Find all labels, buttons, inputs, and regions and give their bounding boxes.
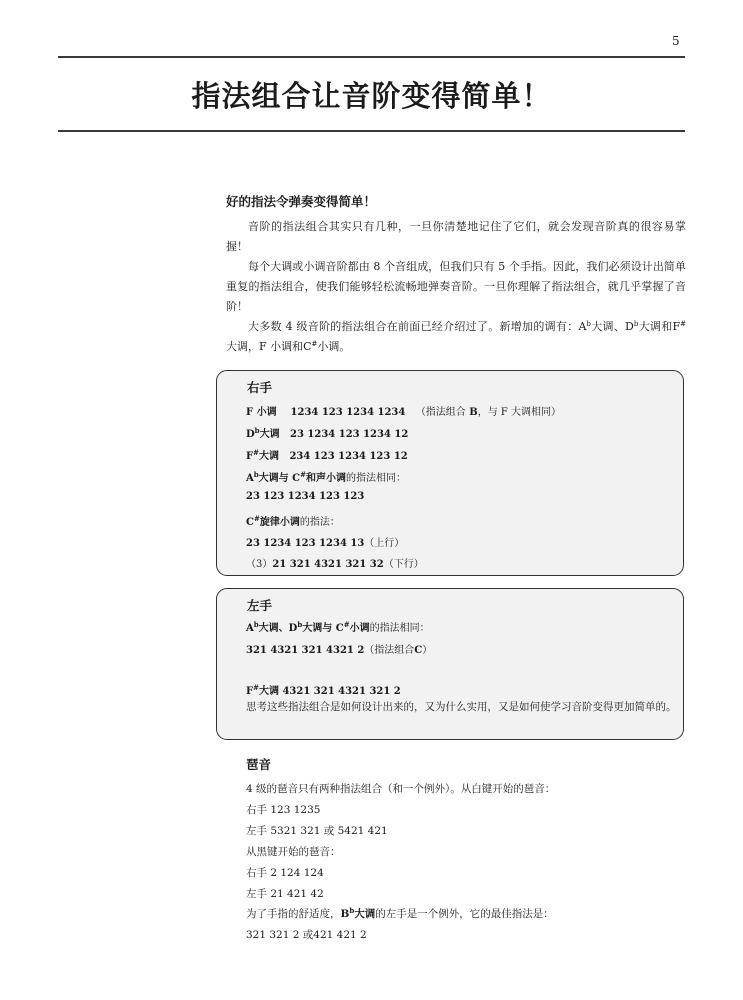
intro-text <box>226 217 686 357</box>
section-heading-fingering: 好的指法令弹奏变得简单！ <box>226 194 377 209</box>
left-same-line: $A^b$大调、$D^b$大调与 C#小调的指法相同： <box>246 620 430 634</box>
page-number: 5 <box>672 34 680 48</box>
bottom-rule <box>58 130 685 132</box>
left-hand-box <box>216 588 684 740</box>
right-hand-title: 右手 <box>247 380 273 395</box>
white-lh-line: 左手 5321 321 或 5421 421 <box>246 825 388 837</box>
left-fs-line: F#大调 4321 321 4321 321 2 <box>246 683 401 697</box>
think-paragraph: 思考这些指法组合是如何设计出来的，又为什么实用，又是如何使学习音阶变得更加简单的。 <box>246 701 677 713</box>
melodic-minor-line: C#旋律小调的指法： <box>246 514 340 528</box>
db-major-line: $D^b$大调 23 1234 123 1234 12 <box>246 426 409 440</box>
paragraph-3: 大多数 4 级音阶的指法组合在前面已经介绍过了。新增加的调有：$A^b$大调、$D^b$大调和F#大调，F 小调和C#小调。 <box>226 320 686 353</box>
left-hand-title: 左手 <box>247 598 273 613</box>
arpeggio-intro: 4 级的琶音只有两种指法组合（和一个例外）。从白键开始的琶音： <box>246 783 556 795</box>
ab-same-line: $A^b$大调与 C#和声小调的指法相同： <box>246 470 406 484</box>
black-rh-line: 右手 2 124 124 <box>246 867 324 879</box>
black-intro: 从黑键开始的琶音： <box>246 846 341 858</box>
right-hand-box <box>216 370 684 576</box>
left-same-fingering-line: 321 4321 321 4321 2（指法组合C） <box>246 645 433 656</box>
arpeggio-heading: 琶音 <box>246 757 272 772</box>
black-lh-line: 左手 21 421 42 <box>246 888 324 900</box>
paragraph-1: 音阶的指法组合其实只有几种，一旦你清楚地记住了它们，就会发现音阶真的很容易掌握！ <box>226 220 686 253</box>
exception-line: 为了手指的舒适度，$B^b$大调的左手是一个例外，它的最佳指法是： <box>246 906 554 920</box>
melodic-up-line: 23 1234 123 1234 13（上行） <box>246 538 405 549</box>
f-minor-line: F 小调 1234 123 1234 1234 （指法组合 B，与 F 大调相同） <box>246 407 562 418</box>
fs-major-line: F#大调 234 123 1234 123 12 <box>246 448 408 462</box>
page-title: 指法组合让音阶变得简单！ <box>191 79 552 113</box>
top-rule <box>58 56 685 58</box>
white-rh-line: 右手 123 1235 <box>246 804 321 816</box>
exception-fingering-line: 321 321 2 或421 421 2 <box>246 929 367 941</box>
paragraph-2: 每个大调或小调音阶都由 8 个音组成，但我们只有 5 个手指。因此，我们必须设计出简单重复的指法组合，使我们能够轻松流畅地弹奏音阶。一旦你理解了指法组合，就几乎掌握了音阶！ <box>226 260 686 313</box>
ab-fingering-line: 23 123 1234 123 123 <box>246 491 365 502</box>
melodic-down-line: （3）21 321 4321 321 32（下行） <box>246 559 424 570</box>
